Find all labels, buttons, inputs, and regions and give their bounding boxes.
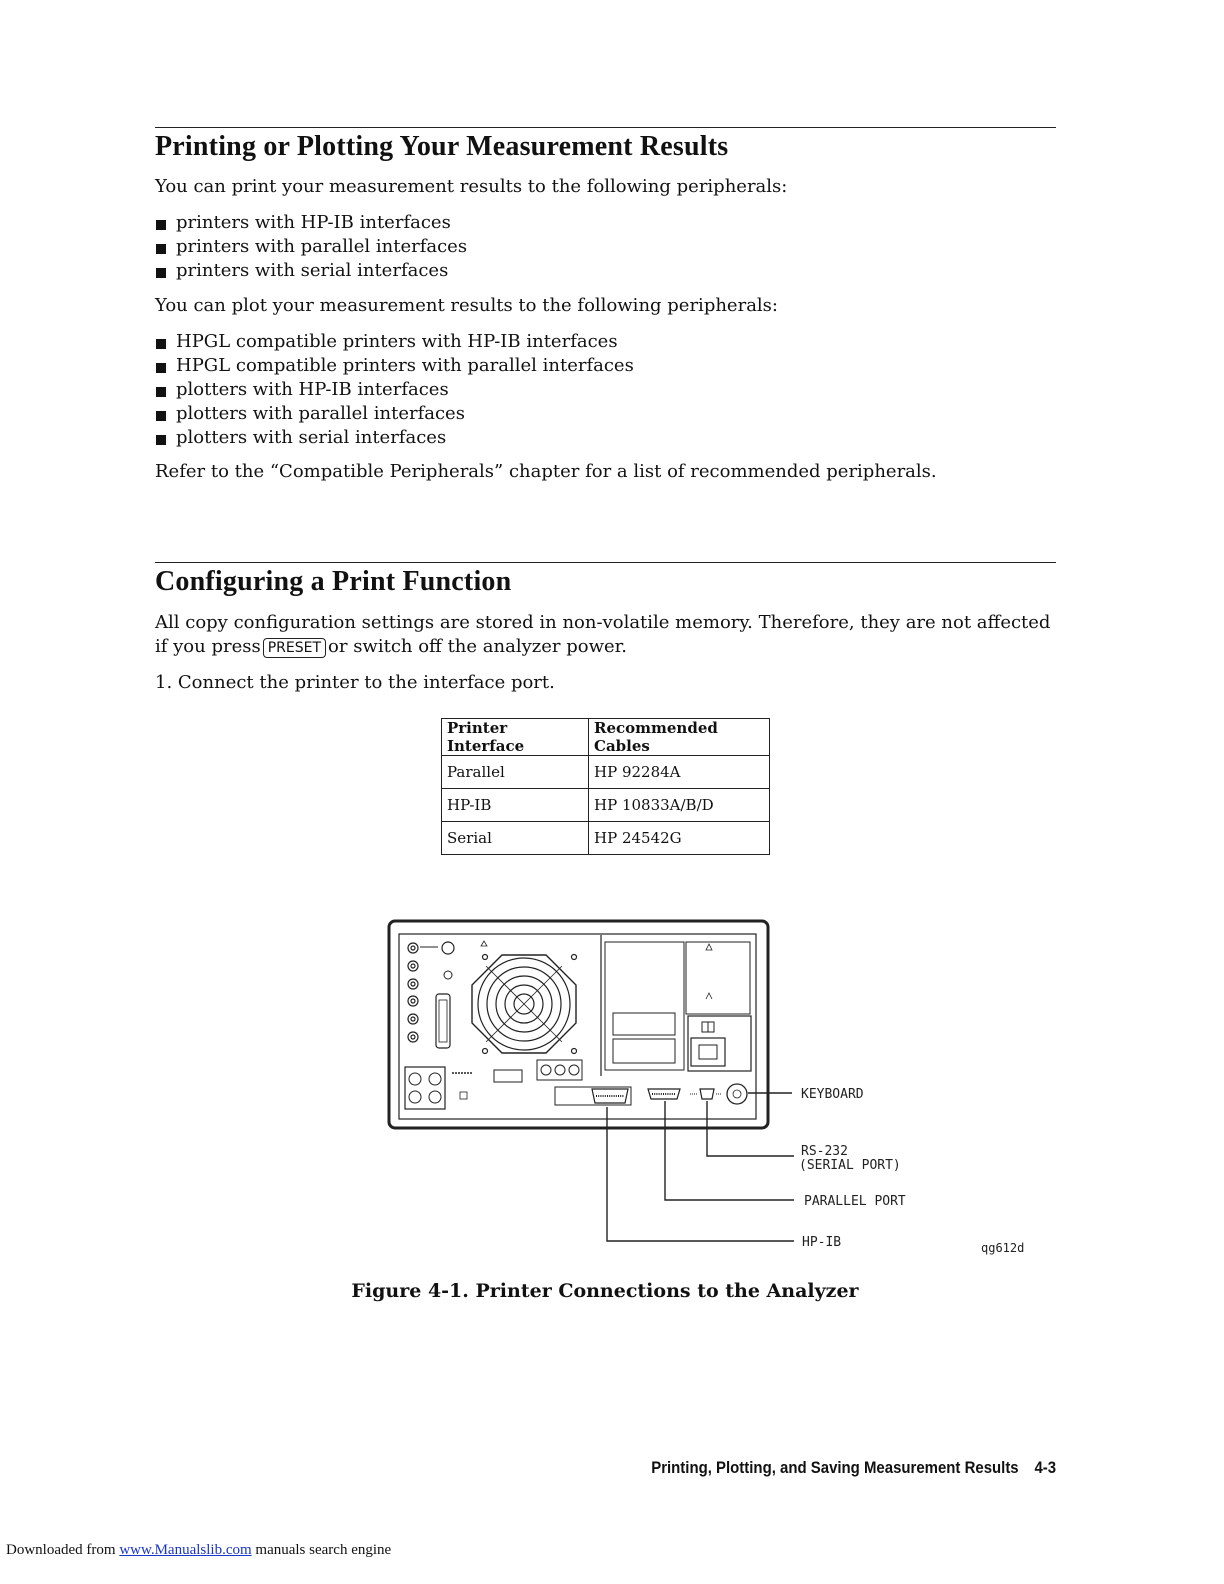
- keyboard-connector: [727, 1084, 747, 1104]
- section-rule-top: [155, 127, 1056, 128]
- serial-connector: [700, 1089, 714, 1099]
- download-suffix: manuals search engine: [251, 1542, 392, 1558]
- serial-port-label: (SERIAL PORT): [799, 1158, 901, 1173]
- warning-icon: [706, 944, 712, 950]
- list-item: HPGL compatible printers with parallel interfaces: [155, 354, 634, 378]
- list-item: plotters with parallel interfaces: [155, 402, 634, 426]
- power-module: [688, 1016, 751, 1071]
- table-cell: HP 92284A: [589, 756, 770, 789]
- warning-icon: [481, 941, 487, 946]
- table-row: [442, 756, 770, 789]
- callout-lines: [607, 1093, 794, 1241]
- analyzer-case: [389, 921, 768, 1128]
- bnc-connectors: [408, 943, 418, 1042]
- download-prefix: Downloaded from: [6, 1542, 120, 1558]
- figure-code: qg612d: [981, 1241, 1025, 1255]
- table-header: Printer Interface: [442, 719, 589, 756]
- section-title-configuring: Configuring a Print Function: [155, 566, 512, 597]
- section-rule-middle: [155, 562, 1056, 563]
- manualslib-link[interactable]: www.Manualslib.com: [119, 1542, 252, 1558]
- config-text-part1: All copy configuration settings are stored in non-volatile memory. Therefore, they are not affected if you press: [155, 612, 1051, 657]
- table-header: Recommended Cables: [589, 719, 770, 756]
- table-row: [442, 789, 770, 822]
- table-cell: HP-IB: [442, 789, 589, 822]
- page-number: 4-3: [1034, 1458, 1056, 1477]
- download-notice: [6, 1542, 391, 1559]
- power-inlet: [691, 1038, 725, 1066]
- table-cell: HP 10833A/B/D: [589, 789, 770, 822]
- list-item: plotters with HP-IB interfaces: [155, 378, 634, 402]
- vertical-connector: [436, 994, 450, 1048]
- rs232-label: RS-232: [801, 1144, 848, 1159]
- plot-peripherals-list: [155, 330, 634, 450]
- list-item: printers with HP-IB interfaces: [155, 211, 467, 235]
- analyzer-rear-panel-figure: [380, 910, 1060, 1260]
- cables-table: [441, 718, 770, 855]
- table-cell: Parallel: [442, 756, 589, 789]
- list-item: plotters with serial interfaces: [155, 426, 634, 450]
- keyboard-label: KEYBOARD: [801, 1087, 864, 1102]
- print-peripherals-list: [155, 211, 467, 283]
- table-cell: HP 24542G: [589, 822, 770, 855]
- table-row: [442, 822, 770, 855]
- figure-caption: Figure 4-1. Printer Connections to the Analyzer: [351, 1280, 859, 1302]
- preset-key: PRESET: [263, 638, 326, 658]
- parallel-port-label: PARALLEL PORT: [804, 1194, 906, 1209]
- label-plate: [605, 942, 684, 1070]
- section-title-printing: Printing or Plotting Your Measurement Results: [155, 131, 729, 162]
- list-item: printers with parallel interfaces: [155, 235, 467, 259]
- table-header-row: [442, 719, 770, 756]
- plot-intro: You can plot your measurement results to the following peripherals:: [155, 295, 778, 316]
- config-text-part2: or switch off the analyzer power.: [328, 636, 627, 657]
- config-paragraph: [155, 611, 1055, 659]
- list-item: printers with serial interfaces: [155, 259, 467, 283]
- hpib-label: HP-IB: [802, 1235, 842, 1250]
- step-1: 1. Connect the printer to the interface port.: [155, 672, 555, 693]
- refer-paragraph: Refer to the “Compatible Peripherals” chapter for a list of recommended peripherals.: [155, 461, 937, 482]
- label-plate: [686, 942, 750, 1014]
- footer-chapter: Printing, Plotting, and Saving Measurement Results: [651, 1458, 1019, 1477]
- fan-icon: [472, 955, 577, 1054]
- list-item: HPGL compatible printers with HP-IB interfaces: [155, 330, 634, 354]
- table-cell: Serial: [442, 822, 589, 855]
- print-intro: You can print your measurement results to the following peripherals:: [155, 176, 788, 197]
- page-footer: [651, 1458, 1056, 1478]
